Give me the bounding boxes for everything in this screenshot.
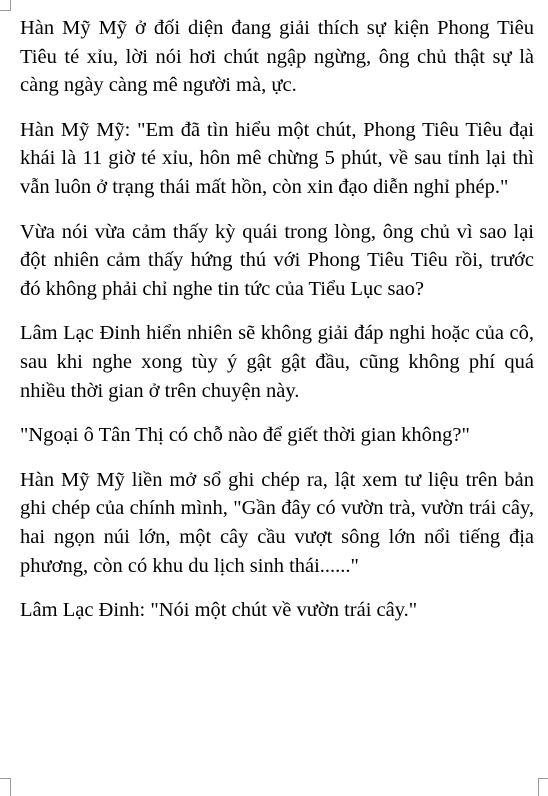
body-text [20, 14, 534, 625]
crop-mark-bottom-right [538, 778, 548, 779]
crop-mark-bottom-left [0, 778, 10, 779]
crop-mark-bottom-right-vertical [538, 778, 539, 796]
paragraph: Vừa nói vừa cảm thấy kỳ quái trong lòng, ông chủ vì sao lại đột nhiên cảm thấy hứng thú với Phong Tiêu Tiêu rồi, trước đó không phải chỉ nghe tin tức của Tiểu Lục sao? [20, 220, 534, 300]
paragraph: Lâm Lạc Đinh: "Nói một chút về vườn trái cây." [20, 599, 418, 622]
crop-mark-top-left [0, 10, 10, 11]
paragraph: Hàn Mỹ Mỹ: "Em đã tìn hiểu một chút, Phong Tiêu Tiêu đại khái là 11 giờ té xỉu, hôn mê chừng 5 phút, về sau tỉnh lại thì vẫn luôn ở trạng thái mất hồn, còn xin đạo diễn nghỉ phép." [20, 118, 534, 198]
paragraph: Lâm Lạc Đinh hiển nhiên sẽ không giải đáp nghi hoặc của cô, sau khi nghe xong tùy ý gật gật đầu, cũng không phí quá nhiều thời gian ở trên chuyện này. [20, 322, 534, 402]
paragraph: "Ngoại ô Tân Thị có chỗ nào để giết thời gian không?" [20, 424, 470, 447]
crop-mark-bottom-left-vertical [10, 778, 11, 796]
crop-mark-top-left-vertical [10, 0, 11, 11]
paragraph: Hàn Mỹ Mỹ liền mở sổ ghi chép ra, lật xem tư liệu trên bản ghi chép của chính mình, "Gần đây có vườn trà, vườn trái cây, hai ngọn núi lớn, một cây cầu vượt sông lớn nổi tiếng địa phương, còn có khu du lịch sinh thái......" [20, 468, 534, 577]
paragraph: Hàn Mỹ Mỹ ở đối diện đang giải thích sự kiện Phong Tiêu Tiêu té xỉu, lời nói hơi chút ngập ngừng, ông chủ thật sự là càng ngày càng mê người mà, ực. [20, 17, 534, 97]
